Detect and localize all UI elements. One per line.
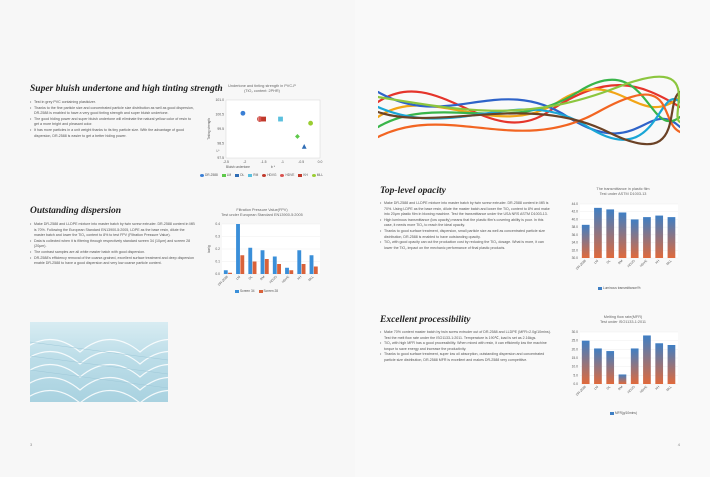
trans-y-tick: 44.0 [571, 202, 578, 206]
trans-y-tick: 32.0 [571, 248, 578, 253]
legend-label: LM [226, 173, 232, 177]
mfr-bar [606, 351, 614, 384]
legend-swatch [259, 290, 263, 293]
mfr-bar [668, 345, 676, 384]
processibility-title: Excellent processibility [380, 315, 471, 325]
greenhouse-photo [30, 322, 168, 402]
fpv-legend-item [259, 289, 279, 293]
scatter-y-tick: 100.5 [215, 112, 224, 117]
mfr-chart-title: Melting flow rate(MFR) [603, 315, 643, 319]
decorative-waves [378, 72, 680, 157]
transmittance-chart-title: The transmittance in plastic film [596, 187, 650, 191]
fpv-bar [253, 262, 257, 275]
trans-x-tick: HDVE [638, 258, 649, 268]
fpv-bar [289, 270, 293, 274]
dispersion-bullet: • Data is collected when it is filtering through respectively standard screen 34 (10μm) and screen 28 (20μm). [30, 239, 195, 250]
mfr-y-tick: 5.0 [573, 373, 578, 378]
mfr-bar [582, 341, 590, 384]
processibility-bullet: • TiO₂ with high MFR has a good processibility. When mixed with resin, it can efficiently low the machine torque to save energy and increase the productivity. [380, 341, 552, 352]
fpv-x-tick: HDVG [268, 274, 278, 285]
scatter-x-tick: -0.5 [298, 160, 305, 164]
fpv-chart-title-block [212, 208, 312, 218]
trans-bar [619, 212, 627, 258]
legend-label: MFR(g/10mins) [615, 411, 637, 415]
trans-bar [643, 217, 651, 258]
tinting-legend [200, 173, 323, 177]
fpv-x-tick: MLL [307, 274, 315, 283]
mfr-legend-item [610, 411, 637, 415]
scatter-point-kh [261, 117, 266, 122]
scatter-y-label: Tinting strength [207, 118, 211, 140]
mfr-bar [619, 374, 627, 384]
legend-label: MLL [316, 173, 323, 177]
mfr-x-tick: DR-2588 [574, 384, 587, 397]
transmittance-legend [598, 286, 641, 290]
legend-swatch [200, 174, 204, 177]
fpv-chart-subtitle: Test under European Standard EN13900-5:2005 [221, 212, 303, 217]
fpv-y-tick: 0.1 [215, 259, 220, 264]
trans-bar [655, 216, 663, 258]
opacity-bullet: • High luminous transmittance (low opacity) means that the plastic film's covering ability is poor. In this case, it needs more TiO₂ to reach the ideal opacity. [380, 218, 552, 229]
scatter-x-tick: 0.0 [317, 160, 323, 164]
fpv-bar [285, 268, 289, 274]
mfr-y-tick: 10.0 [571, 364, 578, 369]
trans-bar [606, 209, 614, 258]
mfr-legend [610, 411, 637, 415]
legend-swatch [248, 174, 252, 177]
transmittance-chart-title-block [568, 187, 678, 197]
page-number-left: 3 [30, 442, 33, 447]
opacity-bullet: • TiO₂ with good opacity can cut the production cost by reducing the TiO₂ dosage. What is more, it can lower the TiO₂ impact on the mechanic performance of final plastic products. [380, 240, 552, 251]
legend-label: DL [240, 173, 245, 177]
tinting-chart-subtitle: (TiO₂ content: 2PHR) [244, 88, 280, 93]
fpv-x-tick: DL [247, 274, 254, 281]
fpv-y-tick: 0.3 [215, 234, 220, 239]
legend-label: HDVE [285, 173, 295, 177]
fpv-x-tick: LM [235, 274, 242, 281]
trans-bar [668, 217, 676, 258]
legend-swatch [298, 174, 302, 177]
fpv-bar [265, 259, 269, 274]
legend-label: DR-2588 [205, 173, 218, 177]
trans-y-tick: 36.0 [571, 232, 578, 237]
mfr-x-tick: MLL [665, 384, 673, 393]
tinting-bullet: • The good hiding power and super bluish undertone will eliminate the natural yellow color of resin to get a more bright and pleasant color. [30, 117, 195, 128]
fpv-bar [261, 250, 265, 274]
trans-bar [582, 225, 590, 258]
scatter-x-label: b * [270, 165, 276, 169]
scatter-plot-area [226, 100, 320, 158]
tinting-scatter-chart [200, 96, 328, 176]
mfr-chart-subtitle: Test under ISO1133-1:2011 [599, 319, 647, 324]
trans-x-tick: HDVG [626, 258, 636, 269]
trans-legend-item [598, 286, 641, 290]
legend-swatch [280, 174, 284, 177]
scatter-point-rm [278, 117, 283, 122]
scatter-legend-item [312, 173, 323, 177]
fpv-bar [273, 257, 277, 275]
fpv-bar [314, 267, 318, 275]
mfr-x-tick: DL [605, 384, 612, 391]
legend-label: Screen 28 [263, 289, 279, 293]
fpv-y-tick: 0.2 [215, 247, 220, 251]
mfr-bar [643, 335, 651, 384]
dispersion-bullet: • Make DR-2588 and LLDPE mixture into master batch by twin screw extruder. DR-2588 content in MB is 70%. Following the European Standard EN13900-5:2005, LDPE as the base resin, dilute the master batch and lower the TiO₂ content to 8% to test FPV (Filtration Pressure Value). [30, 222, 195, 239]
fpv-bar [277, 264, 281, 274]
legend-swatch [235, 174, 239, 177]
fpv-legend-item [235, 289, 255, 293]
opacity-bullets [380, 201, 552, 251]
legend-label: KH [303, 173, 308, 177]
tinting-bullet: • It has more particles in a unit weight thanks to its tiny particle size. With the advantage of good dispersion, DR-2588 is easier to get a better hiding power. [30, 128, 195, 139]
scatter-y-prefix: L* [216, 149, 220, 153]
scatter-legend-item [222, 173, 231, 177]
trans-y-tick: 42.0 [571, 209, 578, 214]
transmittance-chart-subtitle: Test under ASTM D1003-13 [599, 191, 647, 196]
fpv-bar-chart [200, 220, 325, 292]
mfr-y-tick: 20.0 [571, 347, 578, 352]
opacity-title: Top-level opacity [380, 186, 446, 196]
tinting-chart-title: Undertone and tinting strength in PVC-P [228, 84, 296, 88]
scatter-legend-item [298, 173, 307, 177]
fpv-y-label: bar/g [207, 245, 211, 253]
scatter-point-mll [308, 121, 313, 126]
fpv-x-tick: HDVE [280, 274, 291, 284]
mfr-bar [655, 343, 663, 384]
trans-y-tick: 38.0 [571, 225, 578, 230]
legend-swatch [235, 290, 239, 293]
tinting-bullet: • Test in grey PVC containing plasticizer. [30, 100, 195, 106]
trans-x-tick: DR-2588 [574, 258, 587, 271]
legend-label: HDVG [267, 173, 277, 177]
trans-y-tick: 34.0 [571, 240, 578, 245]
processibility-bullets [380, 330, 552, 364]
fpv-bar [240, 255, 244, 274]
mfr-x-tick: KH [654, 384, 661, 391]
scatter-y-tick: 98.5 [217, 141, 224, 146]
legend-label: Screen 34 [240, 289, 255, 293]
scatter-y-tick: 99.5 [217, 127, 224, 131]
dispersion-bullet: • DR-2588's efficiency removal of the coarse-grained, excellent surface treatment and deep dispersion enable DR-2588 to have a good dispersion and very low coarse particle content. [30, 256, 195, 267]
trans-x-tick: RM [617, 258, 624, 266]
processibility-bullet: • Make 70% content master batch by twin screw extruder out of DR-2588 and LLDPE (MFR=2.0g/10mins). Test the melt flow rate under the ISO1133-1:2011. Temperature is 190℃, load is set as 2.16kgs. [380, 330, 552, 341]
fpv-y-tick: 0.0 [215, 272, 220, 276]
legend-label: RM [253, 173, 259, 177]
scatter-y-tick: 97.5 [217, 156, 224, 160]
scatter-y-tick: 101.0 [215, 98, 224, 102]
scatter-x-tick: -2 [243, 160, 247, 164]
fpv-bar [297, 250, 301, 274]
mfr-y-tick: 30.0 [571, 330, 578, 334]
trans-x-tick: LM [593, 258, 600, 265]
legend-label: Luminous transmittance/% [603, 286, 641, 290]
tinting-bullet: • Thanks to the fine particle size and concentrated particle size distribution as well as good dispersion, DR-2588 is enabled to have a very good tinting strength and super bluish undertone. [30, 106, 195, 117]
scatter-corner-label: Bluish undertone [226, 165, 250, 169]
scatter-point-dr-2588 [241, 111, 246, 116]
scatter-legend-item [235, 173, 244, 177]
fpv-x-tick: RM [259, 274, 266, 282]
scatter-legend-item [280, 173, 294, 177]
legend-swatch [312, 174, 316, 177]
legend-swatch [598, 287, 602, 290]
trans-x-tick: MLL [665, 258, 673, 267]
trans-y-tick: 40.0 [571, 217, 578, 222]
fpv-bar [248, 248, 252, 274]
legend-swatch [610, 412, 614, 415]
trans-y-tick: 30.0 [571, 256, 578, 260]
scatter-legend-item [248, 173, 258, 177]
legend-swatch [222, 174, 226, 177]
scatter-legend-item [200, 173, 218, 177]
mfr-y-tick: 0.0 [573, 382, 578, 386]
mfr-bar [594, 348, 602, 384]
scatter-x-tick: -1.5 [260, 160, 267, 164]
mfr-chart-title-block [568, 315, 678, 325]
scatter-x-tick: -1 [280, 160, 284, 164]
opacity-bullet: • Make DR-2588 and LLDPE mixture into master batch by twin screw extruder. DR-2588 content in MB is 70%. Using LDPE as the base resin, dilute the master batch and lower the TiO₂ content to 8% and make into 20μm plastic film in blowing machine. Test the transmittance under the USA NRS ASTM D1003-13. [380, 201, 552, 218]
mfr-x-tick: HDVG [626, 384, 636, 395]
fpv-bar [310, 255, 314, 274]
tinting-bullets [30, 100, 195, 139]
fpv-x-tick: KH [296, 274, 303, 281]
dispersion-bullet: • The contrast samples are all white master batch with good dispersion. [30, 250, 195, 256]
trans-bar [594, 208, 602, 258]
tinting-title: Super bluish undertone and high tinting strength [30, 84, 223, 94]
mfr-x-tick: LM [593, 384, 600, 391]
mfr-x-tick: RM [617, 384, 624, 392]
page-number-right: 4 [677, 442, 680, 447]
trans-x-tick: KH [654, 258, 661, 265]
trans-bar [631, 219, 639, 258]
trans-x-tick: DL [605, 258, 612, 265]
mfr-bar-chart [562, 328, 682, 408]
fpv-bar [228, 273, 232, 274]
processibility-bullet: • Thanks to good surface treatment, super low oil absorption, outstanding dispersion and concentrated particle size distribution, DR-2588 MFR is excellent and makes DR-2588 very competitive. [380, 352, 552, 363]
scatter-x-tick: -2.5 [223, 160, 229, 164]
transmittance-bar-chart [562, 200, 682, 282]
mfr-y-tick: 15.0 [571, 356, 578, 360]
fpv-chart-title: Filtration Pressure Value(FPV) [236, 208, 288, 212]
fpv-bar [302, 264, 306, 274]
mfr-bar [631, 348, 639, 384]
tinting-chart-title-block [212, 84, 312, 94]
fpv-bar [236, 224, 240, 274]
fpv-x-tick: DR-2588 [216, 274, 229, 287]
fpv-legend [235, 289, 278, 293]
opacity-bullet: • Thanks to good surface treatment, dispersion, small particle size as well as concentrated particle size distribution, DR-2588 is enabled to have outstanding opacity. [380, 229, 552, 240]
fpv-y-tick: 0.4 [215, 222, 220, 226]
dispersion-title: Outstanding dispersion [30, 206, 122, 216]
mfr-x-tick: HDVE [638, 384, 649, 394]
dispersion-bullets [30, 222, 195, 267]
mfr-y-tick: 25.0 [571, 338, 578, 343]
fpv-bar [224, 270, 228, 274]
legend-swatch [262, 174, 266, 177]
scatter-legend-item [262, 173, 276, 177]
